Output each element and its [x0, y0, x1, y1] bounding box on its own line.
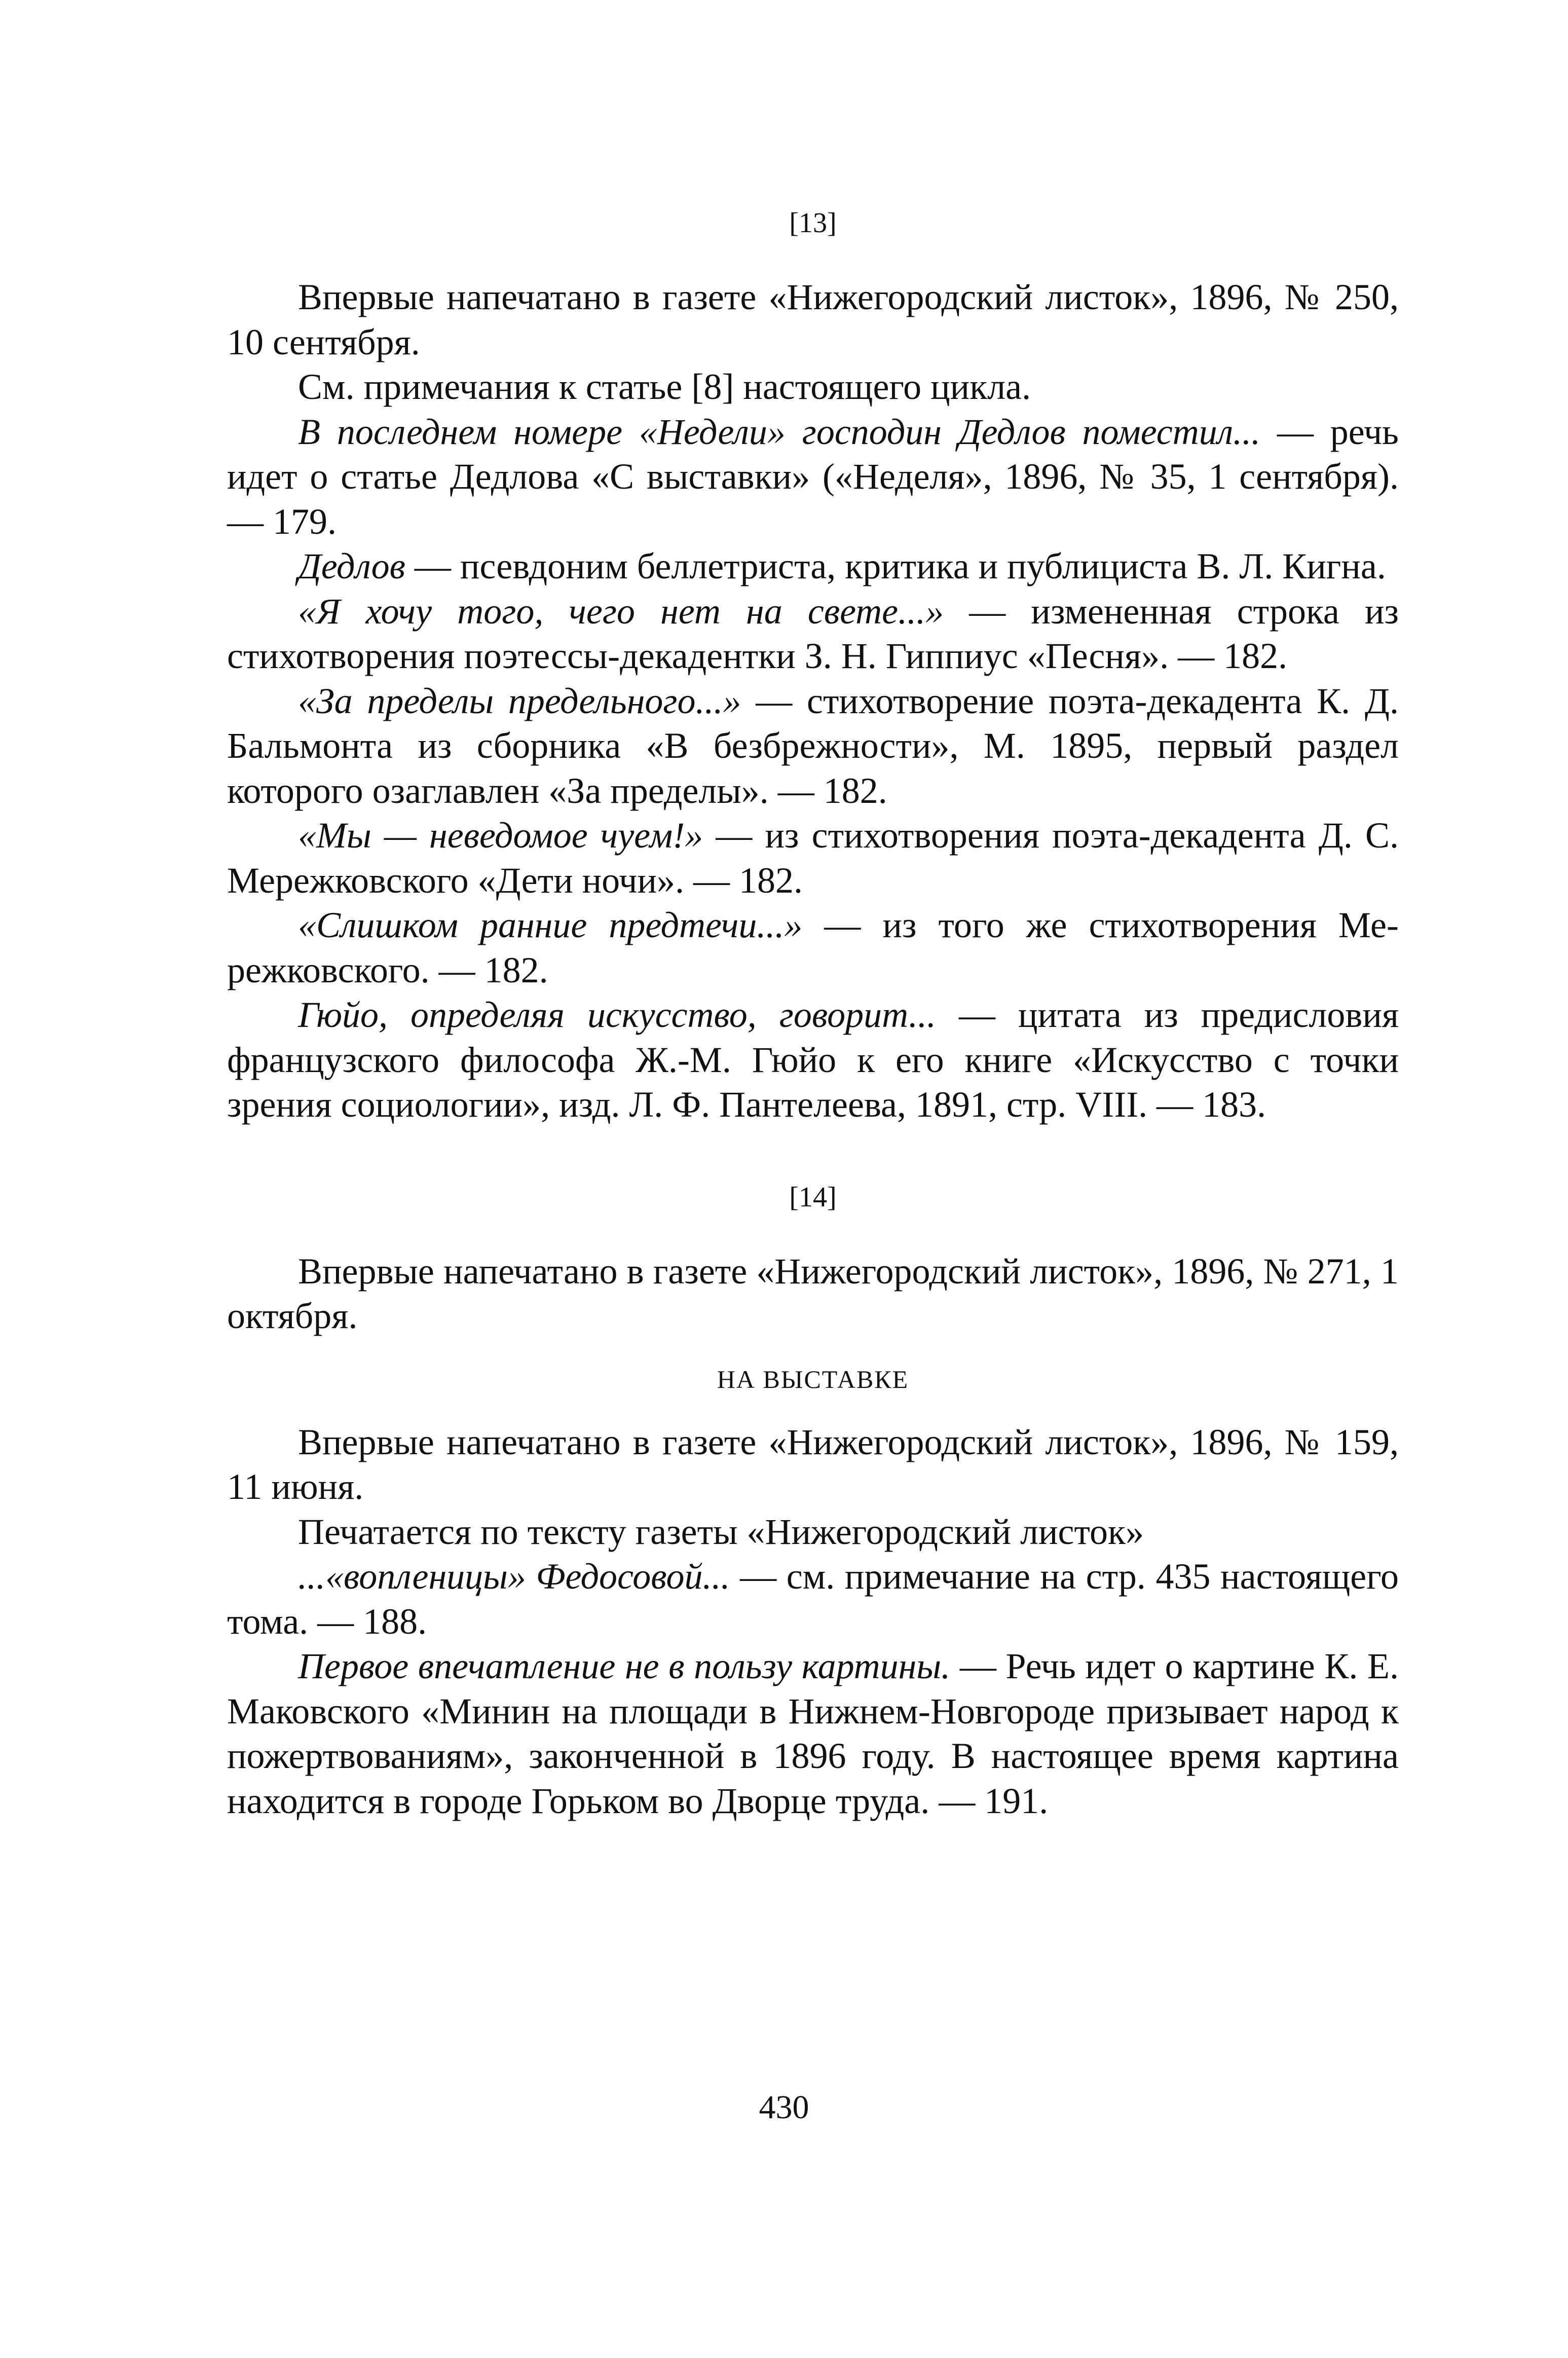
note-paragraph: Впервые напечатано в газете «Нижегородский листок», 1896, № 271, 1 октября. [227, 1250, 1399, 1336]
note-paragraph: Первое впечатление не в пользу картины. — Речь идет о картине К. Е. Маковского «Минин на площади в Нижнем-Новгороде призывает народ к пожертвованиям», законченной в 1896 году. В настоящее время картина находится в городе Горьком во Дворце труда. — 191. [227, 1646, 1399, 1821]
note-paragraph: В последнем номере «Недели» господин Дедлов поместил... — речь идет о статье Дедлова «С выставки» («Неделя», 1896, № 35, 1 сентября). — 179. [227, 411, 1399, 542]
note-paragraph: «Мы — неведомое чуем!» — из стихотворения поэта-декадента Д. С. Мережковского «Дети ночи». — 182. [227, 815, 1399, 901]
note-paragraph: Дедлов — псевдоним беллетриста, критика и публициста В. Л. Кигна. [298, 546, 1386, 586]
note-paragraph: Впервые напечатано в газете «Нижегородский листок», 1896, № 250, 10 сентября. [227, 277, 1399, 362]
page-number: 430 [759, 2089, 809, 2126]
section-number: [13] [789, 207, 837, 239]
note-paragraph: «За пределы предельного...» — стихотворение поэта-декадента К. Д. Бальмонта из сборника «В безбрежности», М. 1895, первый раздел которого озаглавлен «За пределы». — 182. [227, 680, 1399, 811]
note-paragraph: «Я хочу того, чего нет на свете...» — измененная строка из стихотворения поэтессы-декадентки З. Н. Гиппиус «Песня». — 182. [227, 591, 1399, 676]
section-number: [14] [789, 1181, 837, 1213]
document-page [227, 203, 1399, 1823]
note-paragraph: Гюйо, определяя искусство, говорит... — цитата из предисловия французского философа Ж.-М. Гюйо к его книге «Искусство с точки зрения социологии», изд. Л. Ф. Пантелеева, 1891, стр. VIII. — 183. [227, 994, 1399, 1125]
note-paragraph: См. примечания к статье [8] настоящего цикла. [298, 366, 1031, 407]
note-paragraph: «Слишком ранние предтечи...» — из того же стихотворения Мережковского. — 182. [227, 905, 1399, 990]
note-paragraph: ...«вопленицы» Федосовой... — см. примечание на стр. 435 настоящего тома. — 188. [227, 1556, 1399, 1642]
note-paragraph: Впервые напечатано в газете «Нижегородский листок», 1896, № 159, 11 июня. [227, 1421, 1399, 1507]
note-paragraph: Печатается по тексту газеты «Нижегородский листок» [298, 1511, 1144, 1552]
section-heading: НА ВЫСТАВКЕ [717, 1365, 909, 1393]
